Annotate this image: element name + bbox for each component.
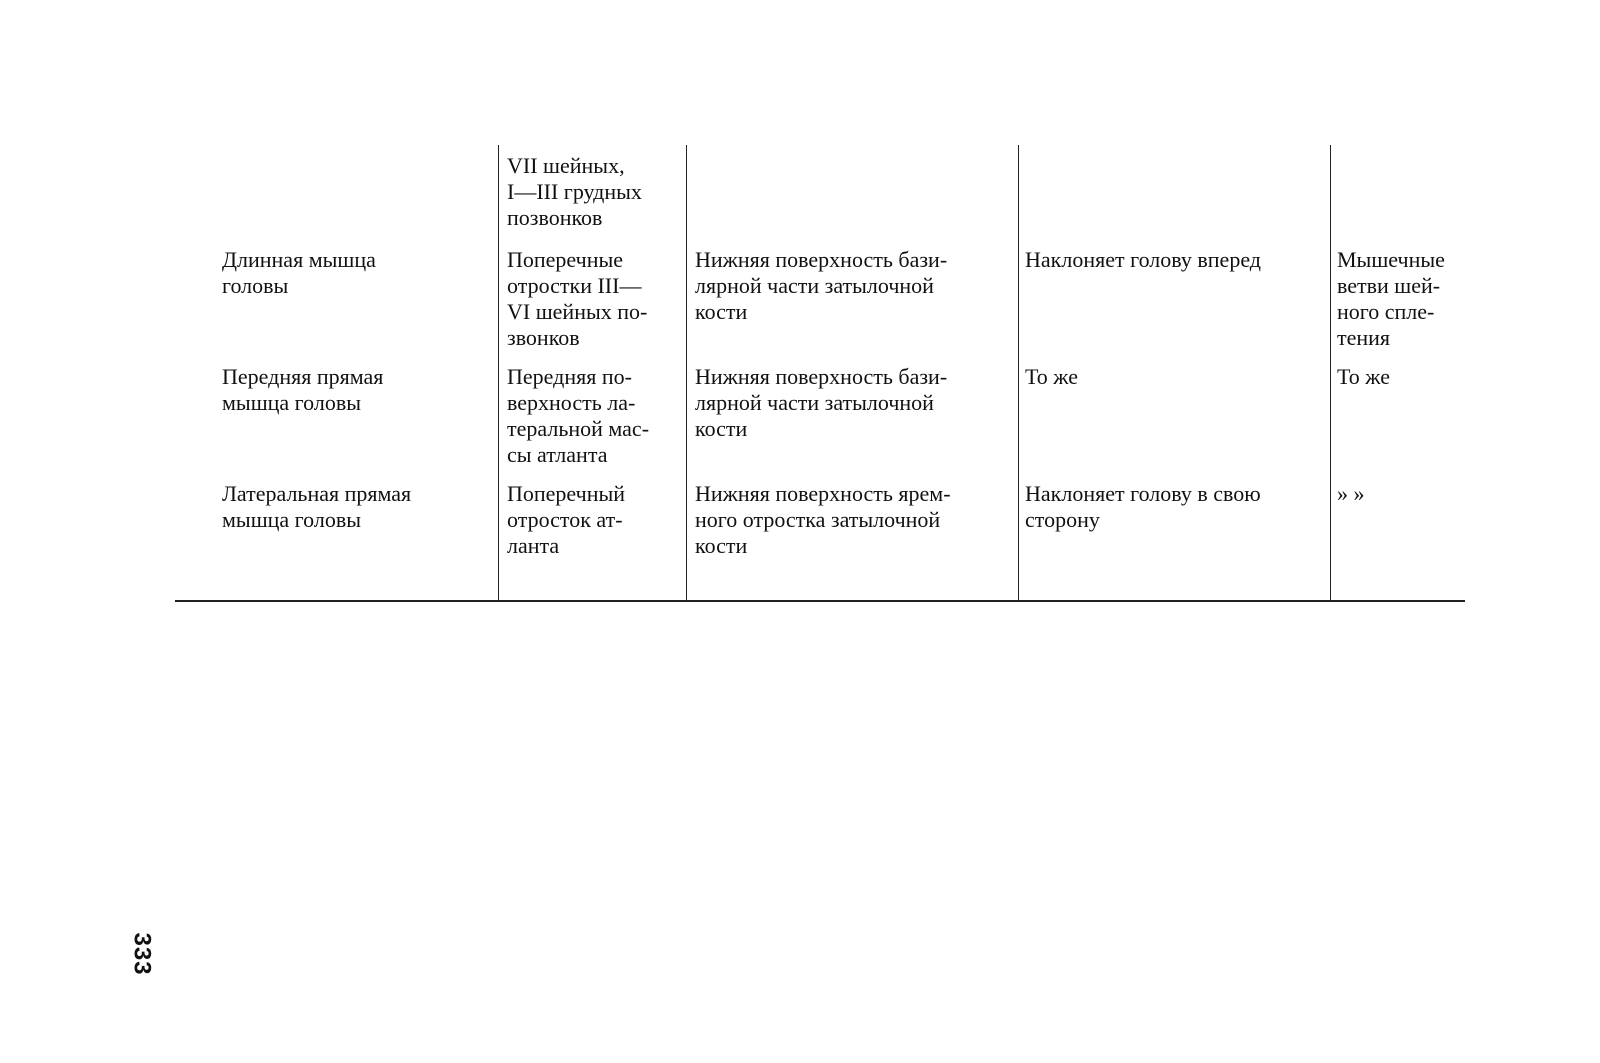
column-divider (498, 145, 499, 600)
cell-muscle: Латеральная прямая мышца головы (222, 481, 412, 532)
column-divider (1018, 145, 1019, 600)
page-number: 333 (128, 932, 156, 976)
cell-innervation: То же (1337, 364, 1390, 389)
cell-function: Наклоняет голову в свою сторону (1025, 481, 1261, 532)
cell-origin: Поперечный отросток ат- ланта (507, 481, 626, 558)
cell-innervation: Мышечные ветви шей- ного спле- тения (1337, 247, 1445, 350)
cell-insertion: Нижняя поверхность ярем- ного отростка затылочной кости (695, 481, 951, 558)
column-divider (1330, 145, 1331, 600)
cell-muscle: Длинная мышца головы (222, 247, 376, 298)
cell-origin: VII шейных, I—III грудных позвонков (507, 153, 642, 230)
muscle-table (175, 145, 1465, 602)
cell-muscle: Передняя прямая мышца головы (222, 364, 384, 415)
cell-origin: Передняя по- верхность ла- теральной мас- сы атланта (507, 364, 650, 467)
cell-function: То же (1025, 364, 1078, 389)
column-divider (686, 145, 687, 600)
cell-innervation: » » (1337, 481, 1365, 506)
cell-insertion: Нижняя поверхность бази- лярной части затылочной кости (695, 247, 948, 324)
cell-function: Наклоняет голову вперед (1025, 247, 1261, 272)
cell-insertion: Нижняя поверхность бази- лярной части затылочной кости (695, 364, 948, 441)
cell-origin: Поперечные отростки III— VI шейных по- звонков (507, 247, 648, 350)
